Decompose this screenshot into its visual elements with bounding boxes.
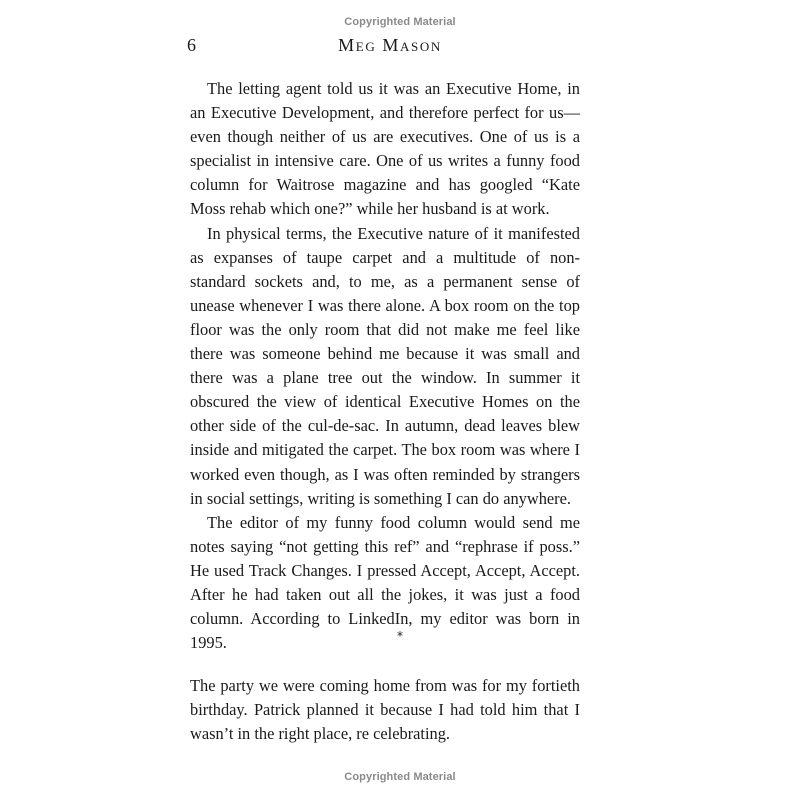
copyright-watermark-top: Copyrighted Material [344,16,456,28]
paragraph: In physical terms, the Executive nature of it manifested as expanses of taupe carpet and a multitude of non-standard sockets and, to me, as a permanent sense of unease whenever I was there alone. A box room on the top floor was the only room that did not make me feel like there was someone behind me because it was small and there was a plane tree out the window. In summer it obscured the view of identical Executive Homes on the other side of the cul-de-sac. In autumn, dead leaves blew inside and mitigated the carpet. The box room was where I worked even though, as I was often reminded by strangers in social settings, writing is something I can do anywhere. [190,223,580,508]
page-number: 6 [187,35,196,55]
page-header [0,32,800,58]
paragraph: The letting agent told us it was an Executive Home, in an Executive Development, and therefore perfect for us—even though neither of us are executives. One of us is a specialist in intensive care. One of us writes a funny food column for Waitrose magazine and has googled “Kate Moss rehab which one?” while her husband is at work. [190,79,580,219]
scene-break-asterisk: * [397,629,403,643]
body-text [190,77,580,655]
paragraph: The party we were coming home from was for my fortieth birthday. Patrick planned it because I had told him that I wasn’t in the right place, re celebrating. [190,676,580,744]
body-text-continued [190,674,580,746]
paragraph: The editor of my funny food column would send me notes saying “not getting this ref” and “rephrase if poss.” He used Track Changes. I pressed Accept, Accept, Accept. After he had taken out all the jokes, it was just a food column. According to LinkedIn, my editor was born in 1995. [190,512,580,653]
running-head-author: Meg Mason [338,35,442,55]
copyright-watermark-bottom: Copyrighted Material [344,771,456,783]
